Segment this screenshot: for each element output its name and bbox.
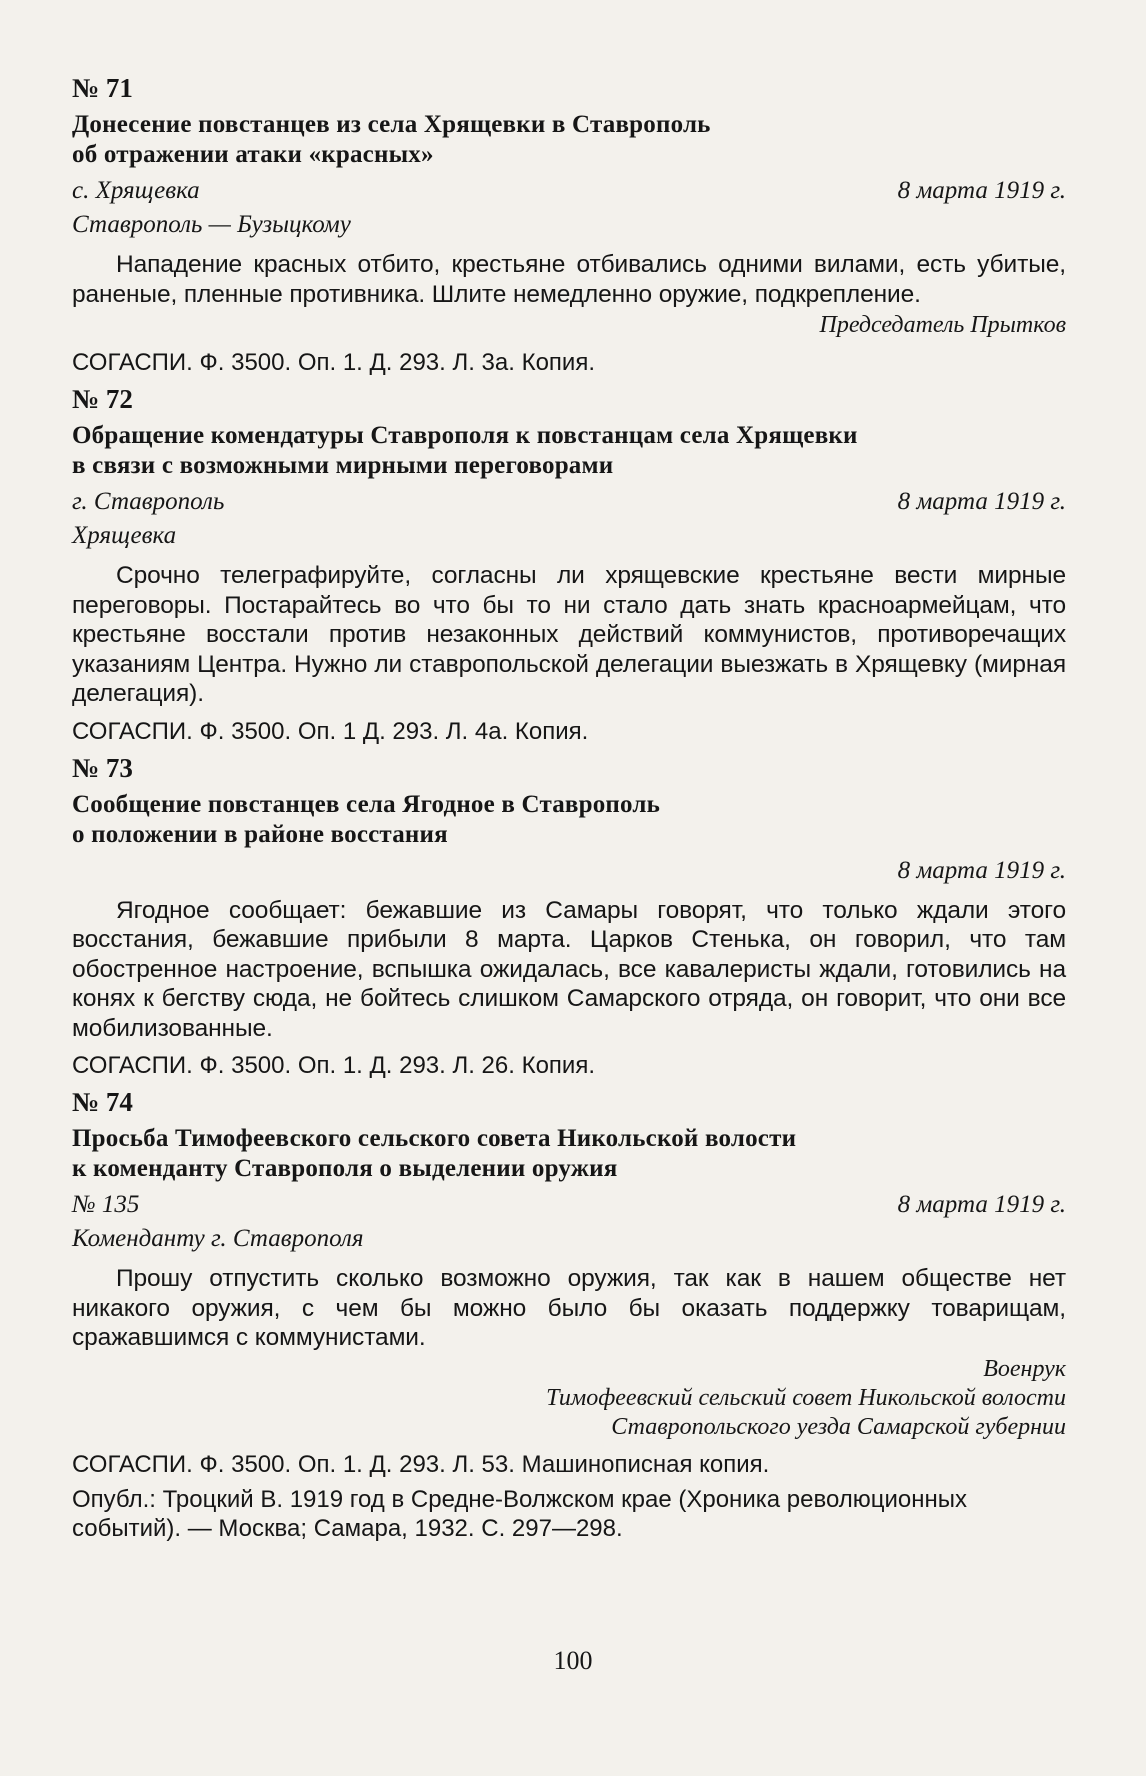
document-title-line: к коменданту Ставрополя о выделении оружия <box>72 1155 618 1182</box>
document-title-line: Донесение повстанцев из села Хрящевки в Ставрополь <box>72 111 711 138</box>
document-date: 8 марта 1919 г. <box>897 177 1066 204</box>
document-title <box>72 790 1066 850</box>
document-publication: Опубл.: Троцкий В. 1919 год в Средне-Волжском крае (Хроника революционных событий). — Москва; Самара, 1932. С. 297—298. <box>72 1485 968 1542</box>
document-meta <box>72 174 1066 208</box>
document-number: № 72 <box>72 384 133 414</box>
document-date: 8 марта 1919 г. <box>897 856 1066 884</box>
document-body: Нападение красных отбито, крестьяне отбивались одними вилами, есть убитые, раненые, пленные противника. Шлите немедленно оружие, подкрепление. <box>72 251 1066 308</box>
document-meta <box>72 854 1066 888</box>
document-body: Срочно телеграфируйте, согласны ли хрящевские крестьяне вести мирные переговоры. Постарайтесь во что бы то ни стало дать знать красноармейцам, что крестьяне восстали против незаконных действий коммунистов, противоречащих указаниям Центра. Нужно ли ставропольской делегации выезжать в Хрящевку (мирная делегация). <box>72 562 1066 707</box>
document-73 <box>72 752 1066 1081</box>
document-number: № 74 <box>72 1087 133 1117</box>
page-number: 100 <box>553 1646 593 1675</box>
document-source: СОГАСПИ. Ф. 3500. Оп. 1 Д. 293. Л. 4а. Копия. <box>72 717 589 745</box>
document-title-line: Сообщение повстанцев села Ягодное в Ставрополь <box>72 790 661 818</box>
document-body: Прошу отпустить сколько возможно оружия, так как в нашем обществе нет никакого оружия, с чем бы можно было бы оказать поддержку товарищам, сражавшимся с коммунистами. <box>72 1265 1066 1351</box>
document-source: СОГАСПИ. Ф. 3500. Оп. 1. Д. 293. Л. 53. Машинописная копия. <box>72 1450 770 1478</box>
document-addressee: Хрящевка <box>72 522 177 549</box>
document-title-line: Просьба Тимофеевского сельского совета Никольской волости <box>72 1125 797 1152</box>
document-source: СОГАСПИ. Ф. 3500. Оп. 1. Д. 293. Л. 26. Копия. <box>72 1052 595 1079</box>
signature-line: Военрук <box>983 1355 1066 1382</box>
document-meta <box>72 1188 1066 1222</box>
document-place: г. Ставрополь <box>72 488 225 515</box>
document-title-line: в связи с возможными мирными переговорами <box>72 452 614 479</box>
signature-line: Тимофеевский сельский совет Никольской волости <box>546 1384 1066 1411</box>
document-number: № 73 <box>72 752 133 783</box>
document-number: № 71 <box>72 73 133 103</box>
document-outgoing-number: № 135 <box>72 1191 140 1218</box>
document-date: 8 марта 1919 г. <box>897 488 1066 515</box>
document-72 <box>72 383 1066 746</box>
document-meta <box>72 485 1066 519</box>
document-page <box>72 72 1066 1549</box>
document-title-line: об отражении атаки «красных» <box>72 141 434 168</box>
document-title <box>72 110 1066 170</box>
document-74 <box>72 1086 1066 1543</box>
document-date: 8 марта 1919 г. <box>897 1191 1066 1218</box>
document-body: Ягодное сообщает: бежавшие из Самары говорят, что только ждали этого восстания, бежавшие прибыли 8 марта. Царков Стенька, он говорил, что там обостренное настроение, вспышка ожидалась, все кавалеристы ждали, готовились на конях к бегству сюда, не бойтесь слишком Самарского отряда, он говорит, что они все мобилизованные. <box>72 896 1066 1042</box>
document-addressee: Коменданту г. Ставрополя <box>72 1225 364 1252</box>
signature-line: Ставропольского уезда Самарской губернии <box>611 1413 1066 1440</box>
document-title-line: Обращение комендатуры Ставрополя к повстанцам села Хрящевки <box>72 422 858 449</box>
document-signature: Председатель Прытков <box>819 312 1066 338</box>
document-addressee: Ставрополь — Бузыцкому <box>72 211 351 238</box>
document-title <box>72 421 1066 481</box>
document-source: СОГАСПИ. Ф. 3500. Оп. 1. Д. 293. Л. 3а. Копия. <box>72 349 595 376</box>
document-place: с. Хрящевка <box>72 177 200 204</box>
document-signature <box>72 1355 1066 1442</box>
document-title-line: о положении в районе восстания <box>72 820 448 848</box>
document-title <box>72 1124 1066 1184</box>
document-71 <box>72 72 1066 377</box>
